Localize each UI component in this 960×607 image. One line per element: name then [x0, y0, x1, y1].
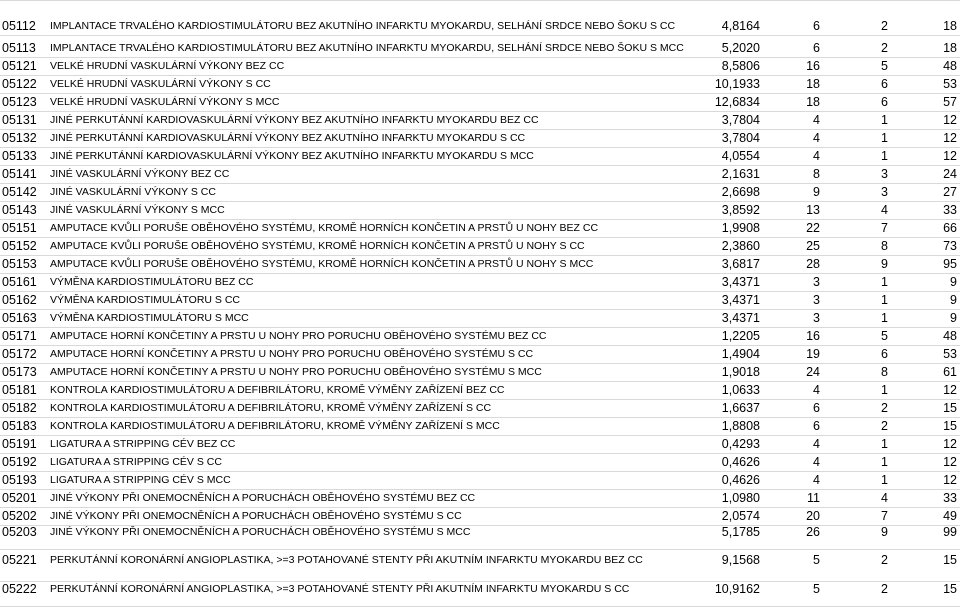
lower-bound: 1: [881, 455, 888, 469]
average-length-of-stay: 9: [813, 185, 820, 199]
lower-bound: 2: [881, 401, 888, 415]
drg-description: AMPUTACE HORNÍ KONČETINY A PRSTU U NOHY PRO PORUCHU OBĚHOVÉHO SYSTÉMU S CC: [50, 348, 534, 360]
drg-description: JINÉ VASKULÁRNÍ VÝKONY S CC: [50, 186, 216, 198]
upper-bound: 49: [943, 509, 957, 523]
drg-code: 05181: [2, 383, 37, 397]
table-row: [0, 184, 960, 202]
average-length-of-stay: 4: [813, 149, 820, 163]
drg-code: 05121: [2, 59, 37, 73]
drg-description: JINÉ PERKUTÁNNÍ KARDIOVASKULÁRNÍ VÝKONY BEZ AKUTNÍHO INFARKTU MYOKARDU S CC: [50, 132, 526, 144]
lower-bound: 1: [881, 131, 888, 145]
lower-bound: 7: [881, 509, 888, 523]
relative-weight: 2,1631: [721, 167, 760, 181]
upper-bound: 18: [943, 19, 957, 33]
lower-bound: 1: [881, 275, 888, 289]
relative-weight: 1,4904: [721, 347, 760, 361]
average-length-of-stay: 4: [813, 455, 820, 469]
upper-bound: 53: [943, 347, 957, 361]
relative-weight: 0,4626: [721, 473, 760, 487]
lower-bound: 9: [881, 257, 888, 271]
table-row: [0, 112, 960, 130]
upper-bound: 95: [943, 257, 957, 271]
table-row: [0, 550, 960, 582]
upper-bound: 18: [943, 41, 957, 55]
drg-code: 05132: [2, 131, 37, 145]
relative-weight: 9,1568: [721, 553, 760, 567]
upper-bound: 53: [943, 77, 957, 91]
drg-description: VÝMĚNA KARDIOSTIMULÁTORU S MCC: [50, 312, 249, 324]
table-row: [0, 364, 960, 382]
relative-weight: 3,7804: [721, 113, 760, 127]
drg-description: AMPUTACE KVŮLI PORUŠE OBĚHOVÉHO SYSTÉMU, KROMĚ HORNÍCH KONČETIN A PRSTŮ U NOHY S CC: [50, 240, 585, 252]
table-row: [0, 582, 960, 607]
table-row: [0, 400, 960, 418]
table-row: [0, 238, 960, 256]
table-row: [0, 346, 960, 364]
lower-bound: 1: [881, 149, 888, 163]
lower-bound: 1: [881, 473, 888, 487]
lower-bound: 4: [881, 491, 888, 505]
drg-code: 05201: [2, 491, 37, 505]
upper-bound: 99: [943, 525, 957, 539]
drg-code: 05183: [2, 419, 37, 433]
average-length-of-stay: 22: [806, 221, 820, 235]
relative-weight: 1,2205: [721, 329, 760, 343]
upper-bound: 24: [943, 167, 957, 181]
drg-code: 05203: [2, 525, 37, 539]
drg-code: 05142: [2, 185, 37, 199]
upper-bound: 12: [943, 437, 957, 451]
drg-description: PERKUTÁNNÍ KORONÁRNÍ ANGIOPLASTIKA, >=3 POTAHOVANÉ STENTY PŘI AKUTNÍM INFARKTU MYOKARDU S CC: [50, 583, 630, 595]
relative-weight: 2,3860: [721, 239, 760, 253]
upper-bound: 12: [943, 383, 957, 397]
lower-bound: 9: [881, 525, 888, 539]
lower-bound: 3: [881, 185, 888, 199]
lower-bound: 2: [881, 553, 888, 567]
table-row: [0, 436, 960, 454]
drg-code: 05162: [2, 293, 37, 307]
table-row: [0, 382, 960, 400]
lower-bound: 6: [881, 77, 888, 91]
drg-description: LIGATURA A STRIPPING CÉV S CC: [50, 456, 222, 468]
drg-description: VELKÉ HRUDNÍ VASKULÁRNÍ VÝKONY S CC: [50, 78, 271, 90]
drg-description: KONTROLA KARDIOSTIMULÁTORU A DEFIBRILÁTORU, KROMĚ VÝMĚNY ZAŘÍZENÍ S CC: [50, 402, 492, 414]
average-length-of-stay: 3: [813, 311, 820, 325]
table-row: [0, 328, 960, 346]
table-row: [0, 508, 960, 526]
upper-bound: 66: [943, 221, 957, 235]
lower-bound: 1: [881, 311, 888, 325]
relative-weight: 12,6834: [714, 95, 760, 109]
upper-bound: 12: [943, 113, 957, 127]
lower-bound: 4: [881, 203, 888, 217]
table-row: [0, 292, 960, 310]
drg-description: JINÉ VÝKONY PŘI ONEMOCNĚNÍCH A PORUCHÁCH OBĚHOVÉHO SYSTÉMU S MCC: [50, 526, 471, 538]
upper-bound: 15: [943, 553, 957, 567]
drg-description: KONTROLA KARDIOSTIMULÁTORU A DEFIBRILÁTORU, KROMĚ VÝMĚNY ZAŘÍZENÍ S MCC: [50, 420, 500, 432]
average-length-of-stay: 13: [806, 203, 820, 217]
table-row: [0, 94, 960, 112]
drg-description: AMPUTACE KVŮLI PORUŠE OBĚHOVÉHO SYSTÉMU, KROMĚ HORNÍCH KONČETIN A PRSTŮ U NOHY BEZ CC: [50, 222, 599, 234]
average-length-of-stay: 18: [806, 77, 820, 91]
average-length-of-stay: 6: [813, 19, 820, 33]
drg-code: 05192: [2, 455, 37, 469]
relative-weight: 1,0633: [721, 383, 760, 397]
table-row: [0, 166, 960, 184]
drg-code: 05173: [2, 365, 37, 379]
average-length-of-stay: 20: [806, 509, 820, 523]
average-length-of-stay: 3: [813, 293, 820, 307]
drg-code: 05193: [2, 473, 37, 487]
drg-code: 05182: [2, 401, 37, 415]
lower-bound: 8: [881, 365, 888, 379]
drg-code: 05122: [2, 77, 37, 91]
drg-description: AMPUTACE HORNÍ KONČETINY A PRSTU U NOHY PRO PORUCHU OBĚHOVÉHO SYSTÉMU S MCC: [50, 366, 542, 378]
lower-bound: 1: [881, 293, 888, 307]
average-length-of-stay: 4: [813, 473, 820, 487]
table-row: [0, 148, 960, 166]
relative-weight: 1,6637: [721, 401, 760, 415]
drg-code: 05172: [2, 347, 37, 361]
average-length-of-stay: 5: [813, 582, 820, 596]
drg-description: AMPUTACE HORNÍ KONČETINY A PRSTU U NOHY PRO PORUCHU OBĚHOVÉHO SYSTÉMU BEZ CC: [50, 330, 547, 342]
relative-weight: 1,0980: [721, 491, 760, 505]
relative-weight: 3,8592: [721, 203, 760, 217]
average-length-of-stay: 8: [813, 167, 820, 181]
relative-weight: 10,9162: [714, 582, 760, 596]
upper-bound: 9: [950, 275, 957, 289]
drg-code: 05161: [2, 275, 37, 289]
upper-bound: 9: [950, 311, 957, 325]
drg-code: 05112: [2, 19, 36, 33]
drg-description: IMPLANTACE TRVALÉHO KARDIOSTIMULÁTORU BEZ AKUTNÍHO INFARKTU MYOKARDU, SELHÁNÍ SRDCE NEBO ŠOKU S MCC: [50, 42, 684, 54]
upper-bound: 73: [943, 239, 957, 253]
upper-bound: 15: [943, 419, 957, 433]
average-length-of-stay: 18: [806, 95, 820, 109]
relative-weight: 5,2020: [721, 41, 760, 55]
drg-code: 05163: [2, 311, 37, 325]
relative-weight: 8,5806: [721, 59, 760, 73]
table-row: [0, 274, 960, 292]
relative-weight: 3,4371: [721, 275, 760, 289]
relative-weight: 3,4371: [721, 293, 760, 307]
relative-weight: 4,0554: [721, 149, 760, 163]
table-row: [0, 36, 960, 58]
relative-weight: 1,9908: [721, 221, 760, 235]
upper-bound: 48: [943, 59, 957, 73]
average-length-of-stay: 4: [813, 383, 820, 397]
table-row: [0, 472, 960, 490]
relative-weight: 10,1933: [714, 77, 760, 91]
average-length-of-stay: 24: [806, 365, 820, 379]
drg-code: 05143: [2, 203, 37, 217]
upper-bound: 15: [943, 582, 957, 596]
drg-description: JINÉ VÝKONY PŘI ONEMOCNĚNÍCH A PORUCHÁCH OBĚHOVÉHO SYSTÉMU BEZ CC: [50, 492, 476, 504]
table-row: [0, 418, 960, 436]
average-length-of-stay: 16: [806, 329, 820, 343]
upper-bound: 9: [950, 293, 957, 307]
upper-bound: 33: [943, 203, 957, 217]
drg-code: 05123: [2, 95, 37, 109]
lower-bound: 1: [881, 437, 888, 451]
average-length-of-stay: 28: [806, 257, 820, 271]
average-length-of-stay: 11: [807, 491, 820, 505]
lower-bound: 1: [881, 383, 888, 397]
average-length-of-stay: 19: [806, 347, 820, 361]
drg-description: AMPUTACE KVŮLI PORUŠE OBĚHOVÉHO SYSTÉMU, KROMĚ HORNÍCH KONČETIN A PRSTŮ U NOHY S MCC: [50, 258, 594, 270]
relative-weight: 0,4626: [721, 455, 760, 469]
table-row: [0, 310, 960, 328]
lower-bound: 3: [881, 167, 888, 181]
lower-bound: 7: [881, 221, 888, 235]
table-row: [0, 58, 960, 76]
average-length-of-stay: 4: [813, 113, 820, 127]
drg-code: 05221: [2, 553, 37, 567]
drg-description: JINÉ VASKULÁRNÍ VÝKONY S MCC: [50, 204, 225, 216]
drg-code: 05202: [2, 509, 37, 523]
table-row: [0, 0, 960, 1]
relative-weight: 3,4371: [721, 311, 760, 325]
lower-bound: 8: [881, 239, 888, 253]
lower-bound: 1: [881, 113, 888, 127]
table-row: [0, 76, 960, 94]
upper-bound: 12: [943, 473, 957, 487]
drg-description: VÝMĚNA KARDIOSTIMULÁTORU S CC: [50, 294, 241, 306]
upper-bound: 48: [943, 329, 957, 343]
table-row: [0, 0, 960, 36]
lower-bound: 6: [881, 95, 888, 109]
drg-description: PERKUTÁNNÍ KORONÁRNÍ ANGIOPLASTIKA, >=3 POTAHOVANÉ STENTY PŘI AKUTNÍM INFARKTU MYOKARDU BEZ CC: [50, 554, 643, 566]
average-length-of-stay: 25: [806, 239, 820, 253]
drg-description: LIGATURA A STRIPPING CÉV S MCC: [50, 474, 231, 486]
upper-bound: 33: [943, 491, 957, 505]
lower-bound: 6: [881, 347, 888, 361]
drg-description: KONTROLA KARDIOSTIMULÁTORU A DEFIBRILÁTORU, KROMĚ VÝMĚNY ZAŘÍZENÍ BEZ CC: [50, 384, 505, 396]
drg-code: 05191: [2, 437, 37, 451]
average-length-of-stay: 26: [806, 525, 820, 539]
table-row: [0, 454, 960, 472]
lower-bound: 2: [881, 19, 888, 33]
drg-description: JINÉ PERKUTÁNNÍ KARDIOVASKULÁRNÍ VÝKONY BEZ AKUTNÍHO INFARKTU MYOKARDU S MCC: [50, 150, 534, 162]
table-row: [0, 202, 960, 220]
drg-description: LIGATURA A STRIPPING CÉV BEZ CC: [50, 438, 236, 450]
drg-description: JINÉ PERKUTÁNNÍ KARDIOVASKULÁRNÍ VÝKONY BEZ AKUTNÍHO INFARKTU MYOKARDU BEZ CC: [50, 114, 539, 126]
drg-code: 05131: [2, 113, 37, 127]
average-length-of-stay: 4: [813, 131, 820, 145]
lower-bound: 2: [881, 419, 888, 433]
drg-description: VELKÉ HRUDNÍ VASKULÁRNÍ VÝKONY BEZ CC: [50, 60, 285, 72]
average-length-of-stay: 5: [813, 553, 820, 567]
table-row: [0, 526, 960, 550]
average-length-of-stay: 6: [813, 401, 820, 415]
relative-weight: 2,6698: [721, 185, 760, 199]
upper-bound: 27: [943, 185, 957, 199]
relative-weight: 1,8808: [721, 419, 760, 433]
drg-code: 05151: [2, 221, 37, 235]
upper-bound: 12: [943, 149, 957, 163]
average-length-of-stay: 16: [806, 59, 820, 73]
relative-weight: 3,7804: [721, 131, 760, 145]
lower-bound: 2: [881, 41, 888, 55]
table-row: [0, 220, 960, 238]
drg-code: 05152: [2, 239, 37, 253]
average-length-of-stay: 4: [813, 437, 820, 451]
drg-description: JINÉ VÝKONY PŘI ONEMOCNĚNÍCH A PORUCHÁCH OBĚHOVÉHO SYSTÉMU S CC: [50, 510, 462, 522]
lower-bound: 2: [881, 582, 888, 596]
average-length-of-stay: 6: [813, 419, 820, 433]
drg-code: 05113: [2, 41, 36, 55]
upper-bound: 12: [943, 131, 957, 145]
average-length-of-stay: 3: [813, 275, 820, 289]
lower-bound: 5: [881, 59, 888, 73]
relative-weight: 3,6817: [721, 257, 760, 271]
upper-bound: 57: [943, 95, 957, 109]
relative-weight: 5,1785: [721, 525, 760, 539]
table-row: [0, 130, 960, 148]
average-length-of-stay: 6: [813, 41, 820, 55]
upper-bound: 15: [943, 401, 957, 415]
drg-code: 05171: [2, 329, 37, 343]
lower-bound: 5: [881, 329, 888, 343]
drg-code: 05222: [2, 582, 37, 596]
drg-code: 05133: [2, 149, 37, 163]
drg-description: IMPLANTACE TRVALÉHO KARDIOSTIMULÁTORU BEZ AKUTNÍHO INFARKTU MYOKARDU, SELHÁNÍ SRDCE NEBO ŠOKU S CC: [50, 20, 676, 32]
upper-bound: 12: [943, 455, 957, 469]
drg-description: VELKÉ HRUDNÍ VASKULÁRNÍ VÝKONY S MCC: [50, 96, 280, 108]
drg-description: VÝMĚNA KARDIOSTIMULÁTORU BEZ CC: [50, 276, 254, 288]
table-row: [0, 256, 960, 274]
relative-weight: 4,8164: [721, 19, 760, 33]
drg-code: 05153: [2, 257, 37, 271]
relative-weight: 1,9018: [721, 365, 760, 379]
drg-code: 05141: [2, 167, 37, 181]
upper-bound: 61: [943, 365, 957, 379]
relative-weight: 2,0574: [721, 509, 760, 523]
relative-weight: 0,4293: [721, 437, 760, 451]
drg-description: JINÉ VASKULÁRNÍ VÝKONY BEZ CC: [50, 168, 230, 180]
table-row: [0, 490, 960, 508]
